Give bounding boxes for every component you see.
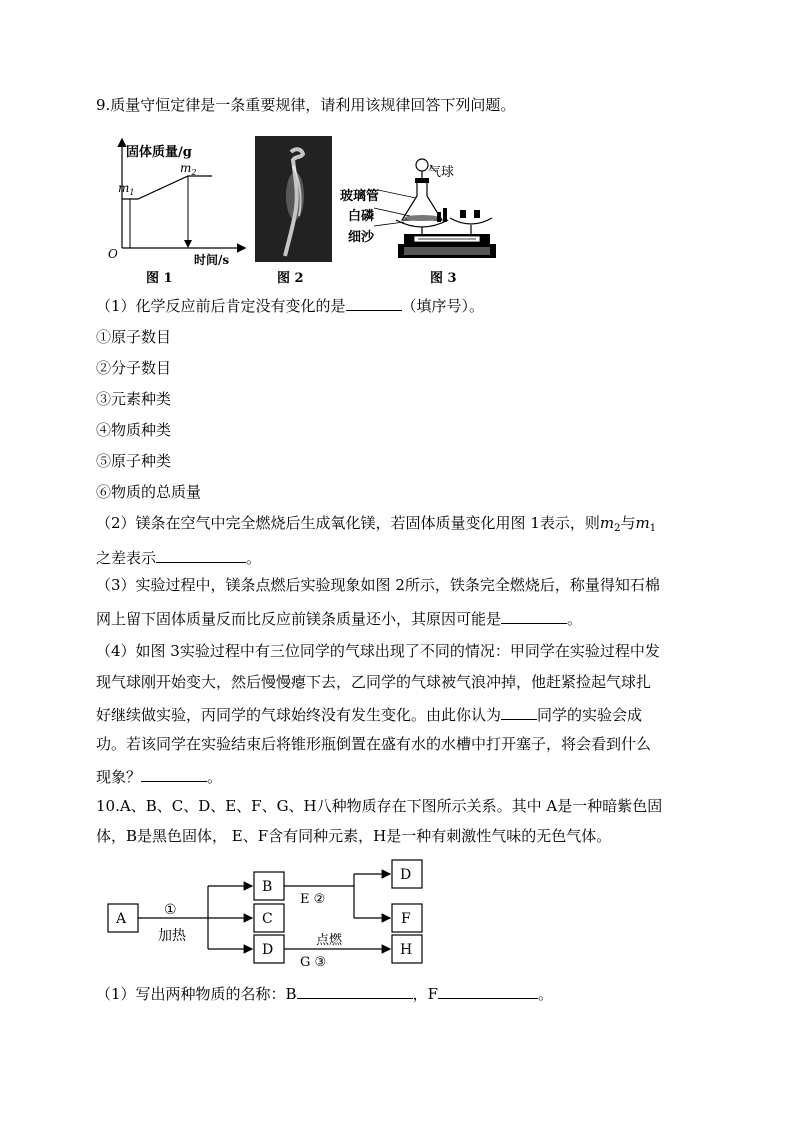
m2-label: $m_2$ [180, 161, 197, 177]
q10-stem-line1: 10.A、B、C、D、E、F、G、H八种物质存在下图所示关系。其中 A是一种暗紫色固 [96, 797, 663, 815]
svg-text:D: D [262, 942, 274, 958]
svg-text:F: F [401, 911, 411, 927]
q9-part3-line2: 网上留下固体质量反而比反应前镁条质量还小，其原因可能是 。 [96, 607, 582, 630]
x-axis-label: 时间/s [194, 253, 230, 267]
heat-label: 加热 [158, 928, 186, 944]
q9-part2-line2: 之差表示 。 [96, 546, 261, 569]
origin-label: O [108, 247, 118, 261]
q10-flow-diagram [104, 856, 434, 968]
label-glass-tube: 玻璃管 [340, 189, 380, 204]
figure-1-graph [104, 136, 249, 268]
answer-blank[interactable] [141, 765, 207, 782]
answer-blank[interactable] [501, 703, 537, 720]
figure-2-caption: 图 2 [277, 271, 304, 286]
q9-part4-line3: 好继续做实验，丙同学的气球始终没有发生变化。由此你认为 同学的实验会成 [96, 703, 642, 726]
e-step-2-label: E ② [300, 892, 326, 907]
q9-part4-line5: 现象？ 。 [96, 765, 222, 788]
answer-blank[interactable] [297, 982, 413, 999]
figure-1-caption: 图 1 [146, 271, 173, 286]
mass-curve [122, 176, 212, 199]
svg-text:C: C [262, 911, 273, 927]
svg-text:A: A [116, 911, 127, 927]
balloon [416, 159, 428, 171]
step-1-label: ① [164, 902, 177, 918]
figure-3-caption: 图 3 [430, 271, 457, 286]
option-item: ②分子数目 [96, 359, 172, 377]
answer-blank[interactable] [501, 607, 567, 624]
svg-text:H: H [400, 942, 413, 958]
option-item: ⑥物质的总质量 [96, 483, 202, 501]
q9-part3-line1: （3）实验过程中，镁条点燃后实验现象如图 2所示，铁条完全燃烧后，称量得知石棉 [96, 576, 660, 594]
m1-label: $m_1$ [118, 181, 135, 197]
q9-part4-line4: 功。若该同学在实验结束后将锥形瓶倒置在盛有水的水槽中打开塞子，将会看到什么 [96, 735, 652, 753]
answer-blank[interactable] [156, 546, 246, 563]
ignite-label: 点燃 [316, 933, 343, 948]
option-item: ①原子数目 [96, 328, 172, 346]
g-step-3-label: G ③ [300, 955, 327, 968]
option-item: ⑤原子种类 [96, 452, 172, 470]
q10-part1: （1）写出两种物质的名称：B ，F 。 [96, 982, 553, 1005]
q9-part4-line1: （4）如图 3实验过程中有三位同学的气球出现了不同的情况：甲同学在实验过程中发 [96, 642, 660, 660]
svg-text:D: D [400, 867, 412, 883]
conical-flask [402, 183, 442, 220]
q9-stem: 9.质量守恒定律是一条重要规律，请利用该规律回答下列问题。 [96, 96, 516, 114]
label-balloon: 气球 [428, 165, 455, 180]
q9-part4-line2: 现气球刚开始变大，然后慢慢瘪下去，乙同学的气球被气浪冲掉，他赶紧捡起气球扎 [96, 673, 652, 691]
label-white-phosphorus: 白磷 [348, 209, 375, 224]
label-fine-sand: 细沙 [348, 230, 375, 245]
option-item: ③元素种类 [96, 390, 172, 408]
figure-2-photo [255, 136, 332, 262]
y-axis-label: 固体质量/g [126, 145, 192, 160]
q10-stem-line2: 体，B是黑色固体， E、F含有同种元素，H是一种有刺激性气味的无色气体。 [96, 827, 612, 845]
q9-part1: （1）化学反应前后肯定没有变化的是 （填序号）。 [96, 294, 484, 317]
svg-text:B: B [262, 879, 273, 895]
answer-blank[interactable] [346, 294, 402, 311]
q9-part2-line1: （2）镁条在空气中完全燃烧后生成氧化镁，若固体质量变化用图 1表示，则$m_2$与$m_1$ [96, 514, 657, 534]
option-item: ④物质种类 [96, 421, 172, 439]
answer-blank[interactable] [438, 982, 538, 999]
